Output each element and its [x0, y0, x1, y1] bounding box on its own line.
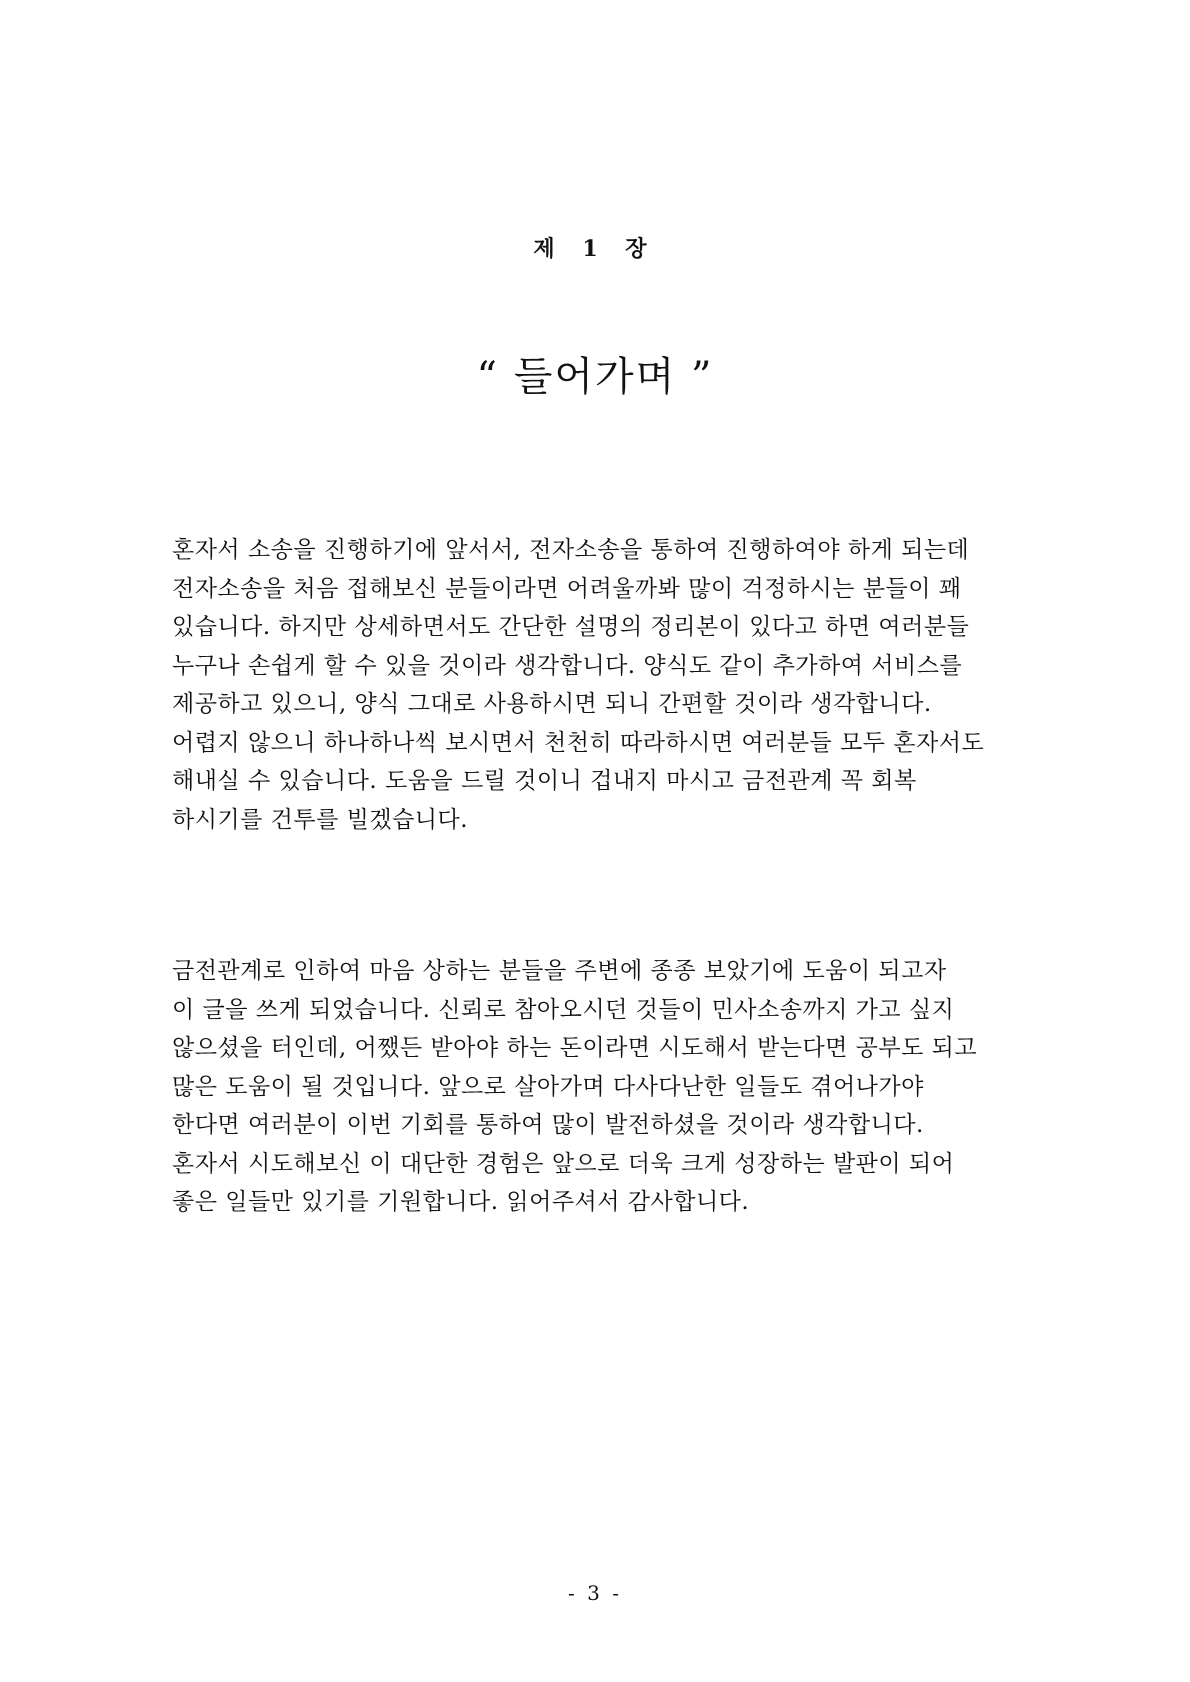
paragraph-intro — [172, 531, 1072, 839]
paragraph-line: 이 글을 쓰게 되었습니다. 신뢰로 참아오시던 것들이 민사소송까지 가고 싶지 — [172, 996, 955, 1023]
page-number: - 3 - — [568, 1581, 622, 1605]
paragraph-line: 많은 도움이 될 것입니다. 앞으로 살아가며 다사다난한 일들도 겪어나가야 — [172, 1073, 924, 1100]
paragraph-line: 누구나 손쉽게 할 수 있을 것이라 생각합니다. 양식도 같이 추가하여 서비스를 — [172, 652, 963, 679]
chapter-label: 제 1 장 — [533, 236, 657, 262]
paragraph-line: 금전관계로 인하여 마음 상하는 분들을 주변에 종종 보았기에 도움이 되고자 — [172, 958, 947, 984]
paragraph-line: 한다면 여러분이 이번 기회를 통하여 많이 발전하셨을 것이라 생각합니다. — [172, 1112, 924, 1138]
paragraph-line: 있습니다. 하지만 상세하면서도 간단한 설명의 정리본이 있다고 하면 여러분들 — [172, 614, 970, 640]
paragraph-line: 하시기를 건투를 빌겠습니다. — [172, 806, 469, 833]
paragraph-line: 제공하고 있으니, 양식 그대로 사용하시면 되니 간편할 것이라 생각합니다. — [172, 691, 932, 717]
paragraph-line: 혼자서 소송을 진행하기에 앞서서, 전자소송을 통하여 진행하여야 하게 되는데 — [172, 537, 970, 563]
paragraph-line: 어렵지 않으니 하나하나씩 보시면서 천천히 따라하시면 여러분들 모두 혼자서도 — [172, 729, 985, 756]
paragraph-line: 해내실 수 있습니다. 도움을 드릴 것이니 겁내지 마시고 금전관계 꼭 회복 — [172, 768, 917, 794]
paragraph-line: 않으셨을 터인데, 어쨌든 받아야 하는 돈이라면 시도해서 받는다면 공부도 되고 — [172, 1035, 978, 1061]
paragraph-line: 좋은 일들만 있기를 기원합니다. 읽어주셔서 감사합니다. — [172, 1189, 750, 1215]
page-title: “ 들어가며 ” — [476, 354, 714, 400]
paragraph-line: 전자소송을 처음 접해보신 분들이라면 어려울까봐 많이 걱정하시는 분들이 꽤 — [172, 575, 962, 602]
paragraph-line: 혼자서 시도해보신 이 대단한 경험은 앞으로 더욱 크게 성장하는 발판이 되어 — [172, 1150, 955, 1177]
paragraph-closing — [172, 952, 1072, 1222]
